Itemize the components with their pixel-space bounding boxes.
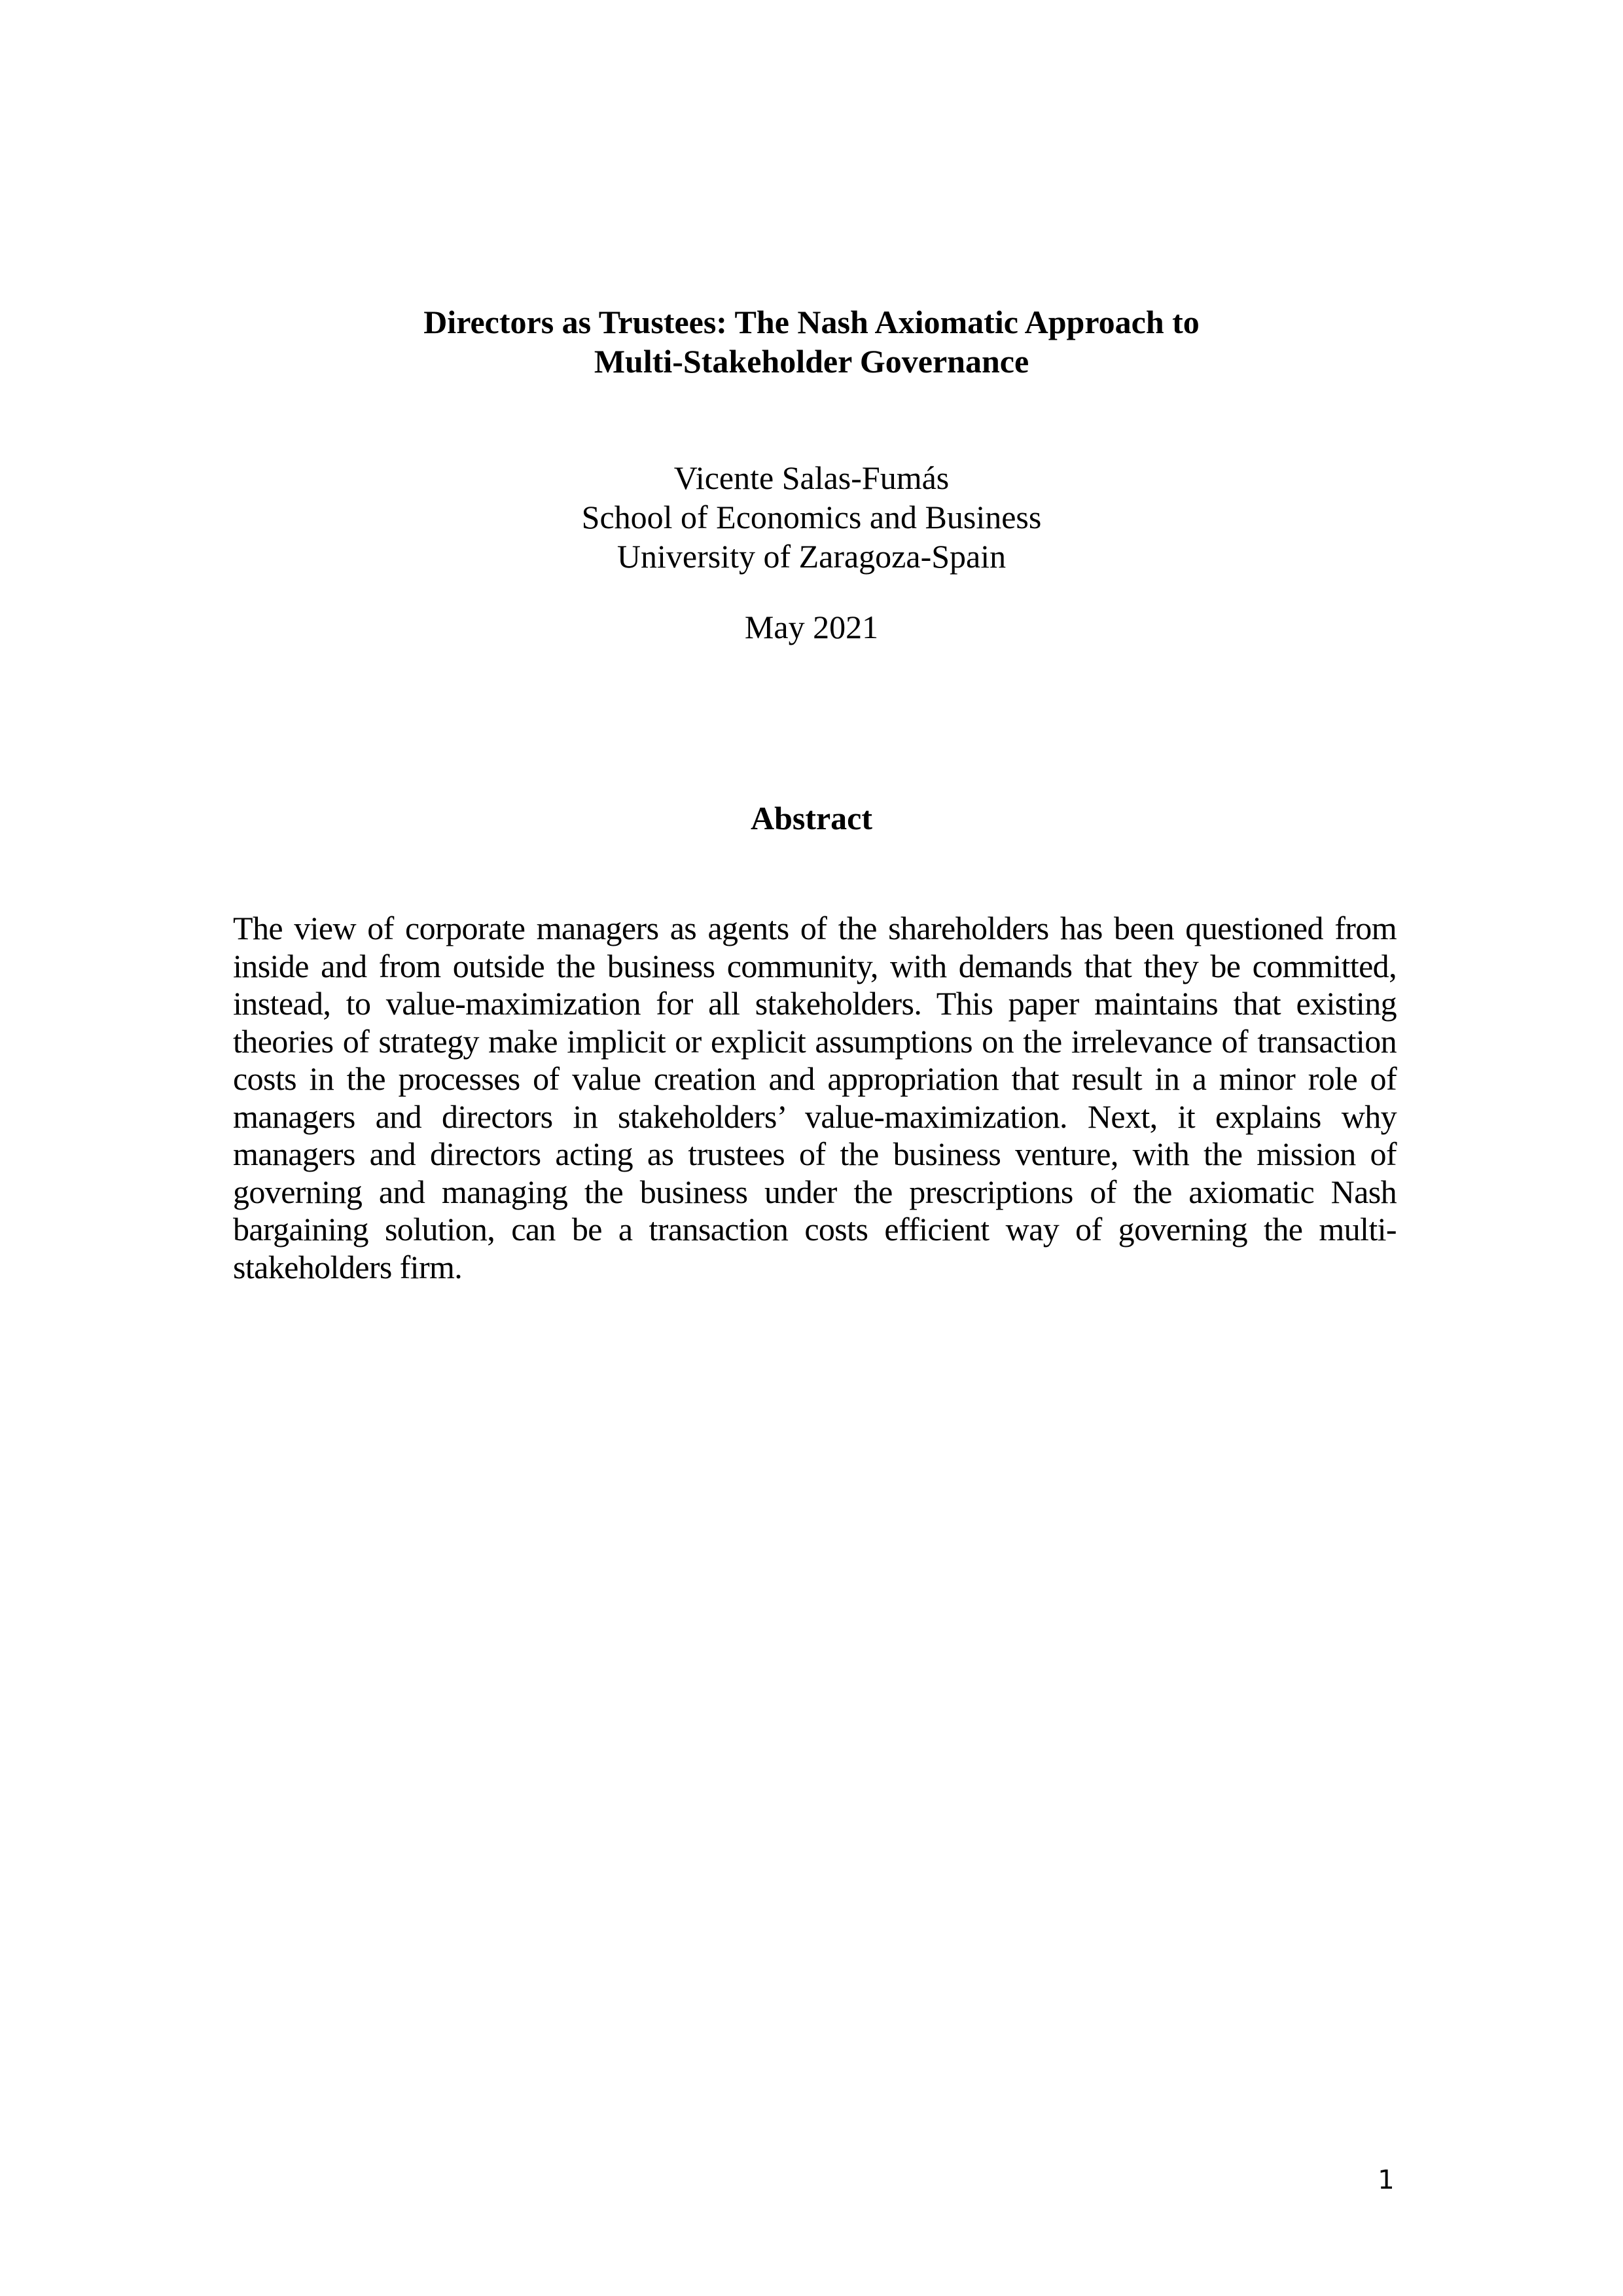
abstract-line: managers and directors acting as trustees of the business venture, with the mission of xyxy=(233,1136,1397,1172)
abstract-line: The view of corporate managers as agents of the shareholders has been questioned from xyxy=(233,910,1397,946)
abstract-line: instead, to value-maximization for all stakeholders. This paper maintains that existing xyxy=(233,985,1397,1022)
author-institution: University of Zaragoza-Spain xyxy=(616,538,1007,575)
author-department: School of Economics and Business xyxy=(581,499,1042,535)
abstract-heading: Abstract xyxy=(750,800,873,836)
page-number: 1 xyxy=(1378,2165,1395,2195)
abstract-body xyxy=(233,910,1397,1286)
author-block xyxy=(0,458,1623,576)
abstract-line: inside and from outside the business community, with demands that they be committed, xyxy=(233,947,1397,984)
publication-date: May 2021 xyxy=(744,609,879,645)
paper-title xyxy=(0,302,1623,381)
abstract-line: governing and managing the business under the prescriptions of the axiomatic Nash xyxy=(233,1173,1397,1210)
abstract-line: stakeholders firm. xyxy=(233,1248,463,1285)
abstract-line: theories of strategy make implicit or explicit assumptions on the irrelevance of transaction xyxy=(233,1022,1397,1060)
author-name: Vicente Salas-Fumás xyxy=(673,459,950,496)
abstract-line: managers and directors in stakeholders’ value-maximization. Next, it explains why xyxy=(233,1098,1397,1135)
abstract-line: bargaining solution, can be a transaction costs efficient way of governing the multi- xyxy=(233,1211,1397,1247)
abstract-line: costs in the processes of value creation and appropriation that result in a minor role of xyxy=(233,1060,1397,1097)
title-line-1: Directors as Trustees: The Nash Axiomatic Approach to xyxy=(423,304,1200,340)
title-line-2: Multi-Stakeholder Governance xyxy=(594,343,1029,380)
